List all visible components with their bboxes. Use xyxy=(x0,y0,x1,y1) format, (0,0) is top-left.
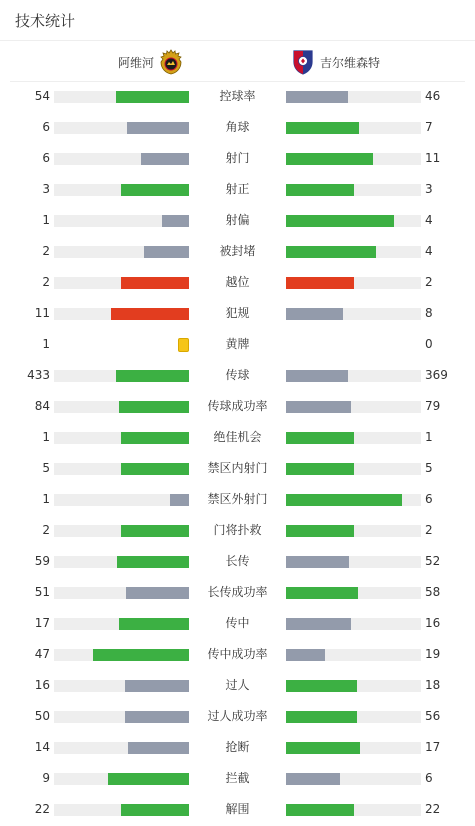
home-stat-bar-track xyxy=(54,401,189,413)
home-team-logo-icon xyxy=(160,49,182,75)
away-stat-value: 46 xyxy=(425,89,441,103)
home-stat-value: 433 xyxy=(27,368,50,382)
stat-label: 被封堵 xyxy=(219,244,256,258)
stat-row xyxy=(0,485,475,516)
away-stat-bar-track xyxy=(286,680,421,692)
home-stat-bar-track xyxy=(54,494,189,506)
stat-row xyxy=(0,578,475,609)
stat-row xyxy=(0,82,475,113)
stat-label: 抢断 xyxy=(225,740,250,754)
stat-row xyxy=(0,144,475,175)
away-stat-bar xyxy=(286,649,325,661)
home-stat-bar xyxy=(121,184,189,196)
away-team-logo-icon xyxy=(292,49,314,75)
home-stat-bar-track xyxy=(54,432,189,444)
home-stat-bar xyxy=(93,649,189,661)
away-stat-value: 1 xyxy=(425,430,433,444)
stat-row xyxy=(0,206,475,237)
stat-label: 拦截 xyxy=(225,771,250,785)
home-stat-bar xyxy=(121,525,189,537)
away-stat-value: 18 xyxy=(425,678,441,692)
away-stat-value: 0 xyxy=(425,337,433,351)
home-team[interactable] xyxy=(118,49,182,75)
home-stat-value: 47 xyxy=(34,647,50,661)
home-stat-value: 16 xyxy=(34,678,50,692)
home-stat-bar-track xyxy=(54,122,189,134)
away-stat-bar-track xyxy=(286,804,421,816)
home-stat-bar xyxy=(125,680,189,692)
home-stat-value: 6 xyxy=(42,151,50,165)
home-stat-bar-track xyxy=(54,680,189,692)
home-stat-bar xyxy=(170,494,189,506)
away-stat-bar-track xyxy=(286,184,421,196)
stat-label: 传球 xyxy=(225,368,250,382)
away-stat-bar xyxy=(286,711,357,723)
away-stat-value: 16 xyxy=(425,616,441,630)
away-stat-bar xyxy=(286,401,351,413)
stat-row xyxy=(0,361,475,392)
away-stat-bar-track xyxy=(286,401,421,413)
stat-label: 禁区内射门 xyxy=(207,461,268,475)
away-stat-bar-track xyxy=(286,432,421,444)
stat-row xyxy=(0,671,475,702)
stat-label: 长传 xyxy=(225,554,250,568)
team-header xyxy=(10,41,465,82)
home-stat-bar xyxy=(108,773,189,785)
stat-row xyxy=(0,330,475,361)
stat-label: 射偏 xyxy=(225,213,250,227)
away-stat-bar-track xyxy=(286,525,421,537)
stat-row xyxy=(0,547,475,578)
home-stat-value: 84 xyxy=(34,399,50,413)
stat-label: 射正 xyxy=(225,182,250,196)
away-stat-value: 19 xyxy=(425,647,441,661)
away-stat-bar xyxy=(286,122,359,134)
away-stat-value: 58 xyxy=(425,585,441,599)
stats-title-bar xyxy=(0,0,475,41)
stat-label: 门将扑救 xyxy=(213,523,262,537)
stat-row xyxy=(0,702,475,733)
home-stat-bar xyxy=(121,432,189,444)
away-stat-bar xyxy=(286,618,351,630)
home-stat-bar xyxy=(121,804,189,816)
home-stat-bar-track xyxy=(54,246,189,258)
away-stat-bar-track xyxy=(286,215,421,227)
stat-label: 长传成功率 xyxy=(207,585,268,599)
away-stat-value: 3 xyxy=(425,182,433,196)
home-stat-bar xyxy=(121,463,189,475)
home-stat-bar-track xyxy=(54,308,189,320)
away-stat-bar-track xyxy=(286,277,421,289)
stat-label: 越位 xyxy=(225,275,250,289)
away-stat-value: 4 xyxy=(425,213,433,227)
yellow-card-icon xyxy=(178,338,189,352)
stat-row xyxy=(0,640,475,671)
home-stat-bar xyxy=(126,587,189,599)
home-stat-value: 1 xyxy=(42,337,50,351)
away-stat-bar-track xyxy=(286,91,421,103)
home-stat-value: 54 xyxy=(34,89,50,103)
stat-row xyxy=(0,764,475,795)
away-stat-value: 5 xyxy=(425,461,433,475)
away-stat-bar xyxy=(286,246,376,258)
away-stat-value: 2 xyxy=(425,523,433,537)
home-stat-bar-track xyxy=(54,91,189,103)
away-stat-value: 369 xyxy=(425,368,448,382)
away-stat-bar xyxy=(286,494,402,506)
away-stat-bar-track xyxy=(286,308,421,320)
home-stat-bar-track xyxy=(54,463,189,475)
home-stat-value: 59 xyxy=(34,554,50,568)
away-stat-bar xyxy=(286,556,349,568)
stat-row xyxy=(0,299,475,330)
away-stat-bar xyxy=(286,184,354,196)
stat-label: 射门 xyxy=(225,151,250,165)
home-stat-value: 2 xyxy=(42,523,50,537)
stat-row xyxy=(0,423,475,454)
stat-row xyxy=(0,113,475,144)
home-stat-bar xyxy=(116,91,189,103)
stat-row xyxy=(0,268,475,299)
away-stat-value: 52 xyxy=(425,554,441,568)
home-stat-value: 14 xyxy=(34,740,50,754)
home-stat-value: 22 xyxy=(34,802,50,816)
home-stat-bar-track xyxy=(54,587,189,599)
away-stat-bar-track xyxy=(286,773,421,785)
home-stat-value: 3 xyxy=(42,182,50,196)
away-stat-value: 11 xyxy=(425,151,441,165)
away-stat-bar-track xyxy=(286,494,421,506)
away-stat-bar xyxy=(286,91,348,103)
home-stat-bar xyxy=(141,153,189,165)
home-stat-bar-track xyxy=(54,215,189,227)
away-stat-bar xyxy=(286,432,354,444)
away-stat-value: 17 xyxy=(425,740,441,754)
away-stat-value: 6 xyxy=(425,771,433,785)
home-stat-value: 11 xyxy=(34,306,50,320)
home-stat-bar xyxy=(127,122,189,134)
away-stat-bar xyxy=(286,308,343,320)
away-stat-bar xyxy=(286,277,354,289)
stat-row xyxy=(0,175,475,206)
home-stat-value: 51 xyxy=(34,585,50,599)
away-stat-bar-track xyxy=(286,370,421,382)
page-title: 技术统计 xyxy=(15,12,76,30)
stat-label: 控球率 xyxy=(219,89,256,103)
home-stat-value: 2 xyxy=(42,244,50,258)
home-stat-bar-track xyxy=(54,184,189,196)
home-stat-value: 1 xyxy=(42,492,50,506)
home-stat-bar xyxy=(162,215,189,227)
home-stat-bar-track xyxy=(54,742,189,754)
home-stat-bar xyxy=(116,370,189,382)
home-stat-value: 2 xyxy=(42,275,50,289)
away-stat-bar-track xyxy=(286,463,421,475)
home-stat-bar-track xyxy=(54,525,189,537)
away-stat-bar xyxy=(286,804,354,816)
home-stat-bar xyxy=(121,277,189,289)
away-stat-bar-track xyxy=(286,587,421,599)
home-stat-bar-track xyxy=(54,649,189,661)
home-stat-bar-track xyxy=(54,556,189,568)
away-stat-bar xyxy=(286,215,394,227)
home-stat-bar xyxy=(128,742,189,754)
stat-label: 过人 xyxy=(225,678,250,692)
home-stat-bar-track xyxy=(54,618,189,630)
away-stat-bar xyxy=(286,525,354,537)
home-stat-value: 1 xyxy=(42,430,50,444)
home-stat-bar xyxy=(117,556,189,568)
stat-row xyxy=(0,516,475,547)
home-stat-bar xyxy=(111,308,189,320)
away-stat-bar xyxy=(286,153,373,165)
away-stat-bar-track xyxy=(286,556,421,568)
away-stat-bar-track xyxy=(286,649,421,661)
stat-row xyxy=(0,733,475,764)
stat-label: 禁区外射门 xyxy=(207,492,268,506)
stat-label: 解围 xyxy=(225,802,250,816)
stat-label: 传球成功率 xyxy=(207,399,268,413)
away-stat-bar-track xyxy=(286,153,421,165)
stat-row xyxy=(0,392,475,423)
home-stat-bar xyxy=(125,711,189,723)
stat-row xyxy=(0,609,475,640)
stat-label: 过人成功率 xyxy=(207,709,268,723)
stats-list xyxy=(0,82,475,826)
home-stat-bar-track xyxy=(54,804,189,816)
home-stat-bar xyxy=(119,618,189,630)
home-stat-bar-track xyxy=(54,711,189,723)
home-stat-value: 50 xyxy=(34,709,50,723)
home-stat-bar-track xyxy=(54,277,189,289)
away-stat-value: 56 xyxy=(425,709,441,723)
home-stat-bar-track xyxy=(54,153,189,165)
stat-row xyxy=(0,795,475,826)
stat-row xyxy=(0,454,475,485)
away-stat-value: 6 xyxy=(425,492,433,506)
away-stat-value: 79 xyxy=(425,399,441,413)
away-stat-bar xyxy=(286,742,360,754)
stat-label: 角球 xyxy=(225,120,250,134)
away-team-name: 吉尔维森特 xyxy=(320,55,381,70)
away-team[interactable] xyxy=(292,49,380,75)
away-stat-bar xyxy=(286,370,348,382)
away-stat-value: 22 xyxy=(425,802,441,816)
home-stat-value: 1 xyxy=(42,213,50,227)
away-stat-bar xyxy=(286,587,358,599)
away-stat-value: 4 xyxy=(425,244,433,258)
stat-label: 绝佳机会 xyxy=(213,430,262,444)
away-stat-bar xyxy=(286,463,354,475)
stat-row xyxy=(0,237,475,268)
stat-label: 传中 xyxy=(225,616,250,630)
home-team-name: 阿维河 xyxy=(117,55,154,70)
away-stat-bar xyxy=(286,680,357,692)
home-stat-value: 17 xyxy=(34,616,50,630)
away-stat-bar xyxy=(286,773,340,785)
away-stat-bar-track xyxy=(286,742,421,754)
stat-label: 传中成功率 xyxy=(207,647,268,661)
home-stat-bar xyxy=(144,246,189,258)
away-stat-value: 2 xyxy=(425,275,433,289)
home-stat-bar-track xyxy=(54,370,189,382)
home-stat-value: 9 xyxy=(42,771,50,785)
stat-label: 黄牌 xyxy=(225,337,250,351)
away-stat-bar-track xyxy=(286,711,421,723)
away-stat-bar-track xyxy=(286,618,421,630)
away-stat-bar-track xyxy=(286,122,421,134)
home-stat-value: 6 xyxy=(42,120,50,134)
away-stat-value: 8 xyxy=(425,306,433,320)
home-stat-bar xyxy=(119,401,189,413)
away-stat-bar-track xyxy=(286,246,421,258)
home-stat-bar-track xyxy=(54,773,189,785)
stat-label: 犯规 xyxy=(225,306,250,320)
home-stat-value: 5 xyxy=(42,461,50,475)
away-stat-value: 7 xyxy=(425,120,433,134)
